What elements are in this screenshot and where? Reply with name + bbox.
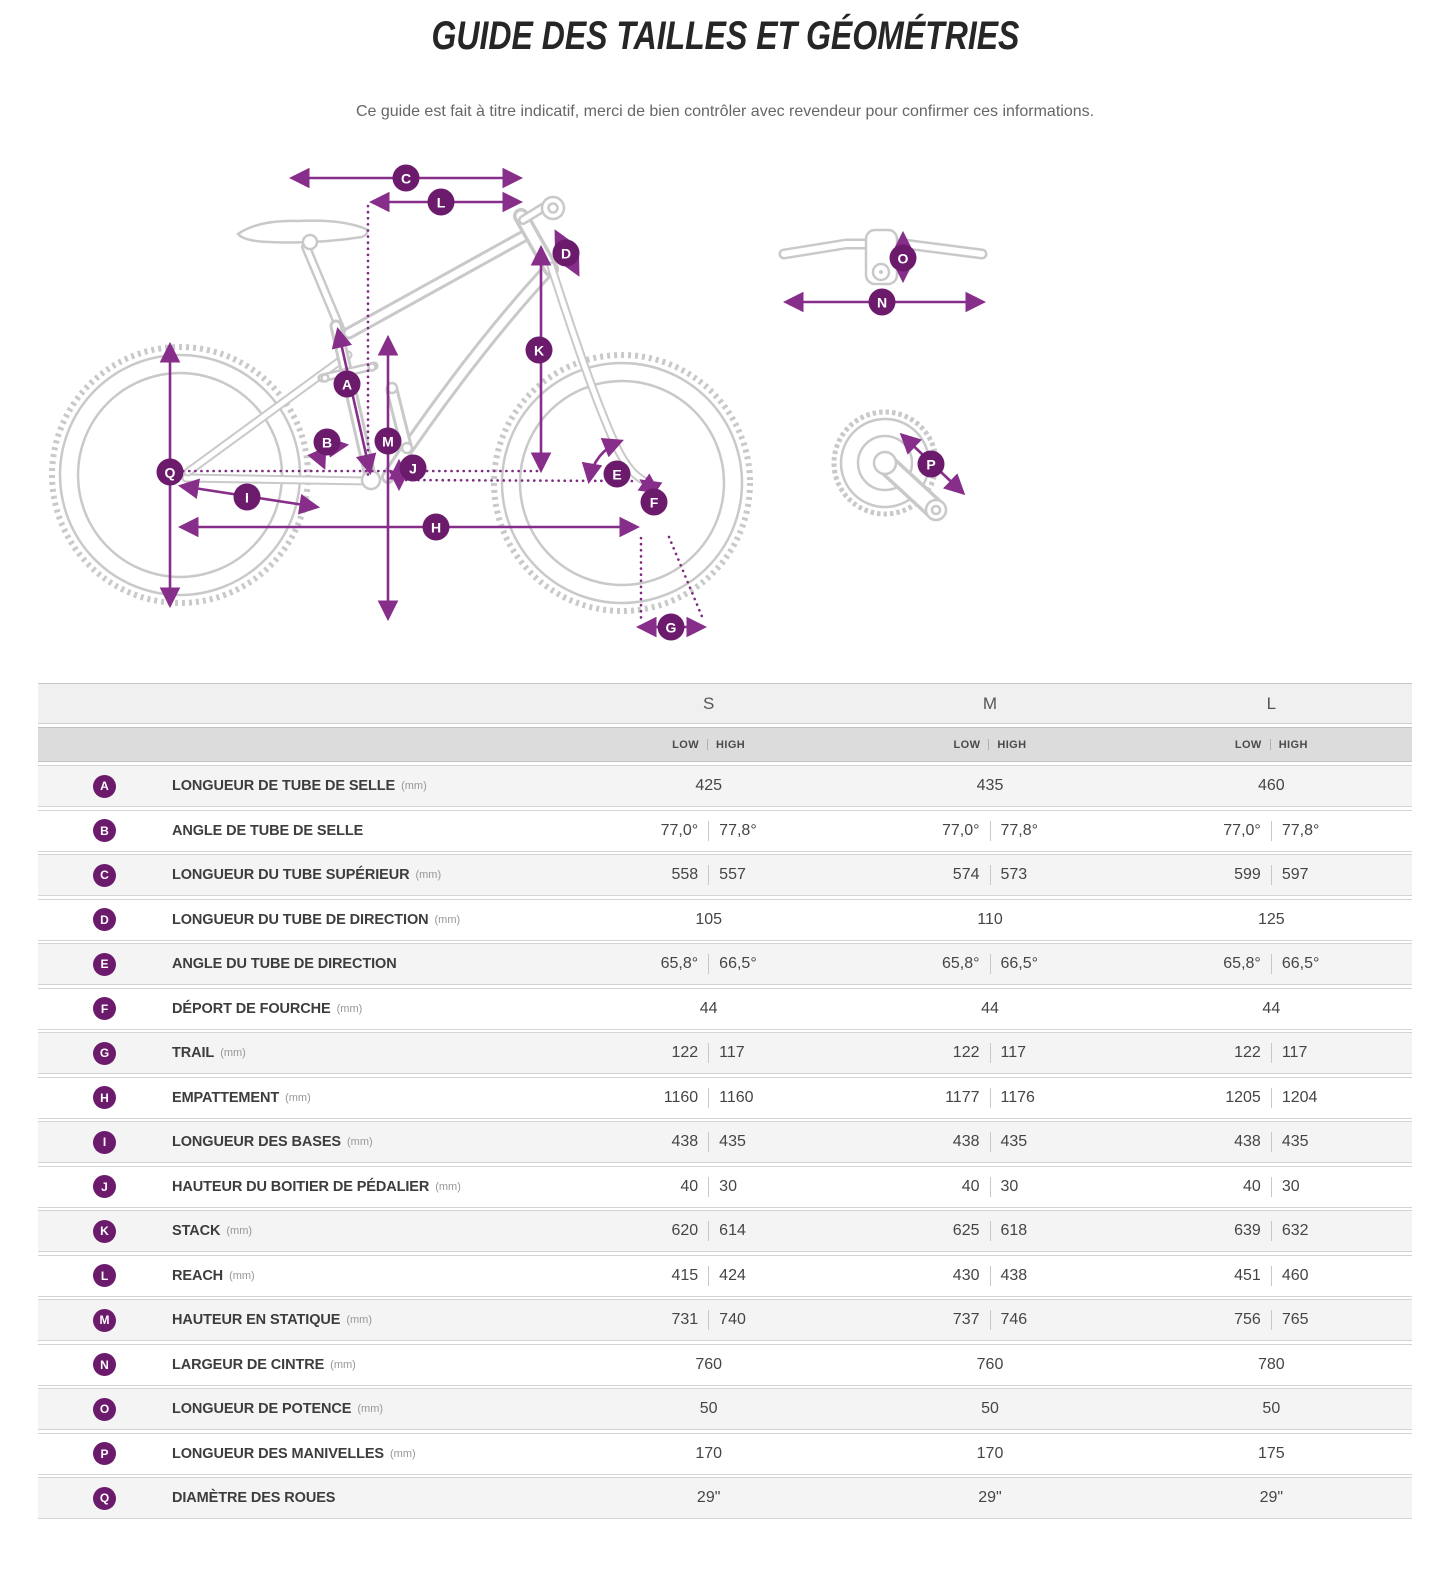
geometry-row-I: [38, 1121, 1412, 1163]
value-separator: [1271, 1132, 1272, 1152]
arrow-A-seat-tube: [338, 330, 370, 472]
diagram-badge-J: J: [400, 455, 427, 482]
row-label: HAUTEUR DU BOITIER DE PÉDALIER: [172, 1178, 430, 1195]
lowhigh-separator: [707, 739, 708, 750]
value-I-M: [849, 1122, 1130, 1162]
value-high: 1204: [1281, 1088, 1318, 1106]
lowhigh-header-spacer: [38, 728, 568, 761]
row-unit: (mm): [220, 1047, 246, 1059]
value-high: 66,5°: [1281, 955, 1320, 972]
value-E-S: [568, 944, 849, 984]
row-unit: (mm): [347, 1136, 373, 1148]
value-high: 1160: [719, 1088, 754, 1106]
value-N-M: [849, 1345, 1130, 1385]
value-separator: [1271, 1043, 1272, 1063]
value-separator: [990, 865, 991, 885]
value-L-L: [1131, 1256, 1412, 1296]
value-single: 435: [976, 777, 1004, 794]
value-separator: [990, 1088, 991, 1108]
geometry-row-C: [38, 854, 1412, 896]
value-K-M: [849, 1211, 1130, 1251]
value-O-M: [849, 1389, 1130, 1429]
value-separator: [708, 865, 709, 885]
value-P-M: [849, 1434, 1130, 1474]
value-N-L: [1131, 1345, 1412, 1385]
geometry-table: [38, 683, 1412, 1522]
row-label: LARGEUR DE CINTRE: [172, 1356, 325, 1373]
value-P-S: [568, 1434, 849, 1474]
bb-horizontal-reference: [400, 480, 634, 481]
diagram-badge-C: C: [393, 165, 420, 192]
value-low: 77,0°: [941, 821, 980, 839]
value-M-L: [1131, 1300, 1412, 1340]
value-F-S: [568, 989, 849, 1029]
geometry-row-H: [38, 1077, 1412, 1119]
value-O-L: [1131, 1389, 1412, 1429]
value-high: 77,8°: [1000, 821, 1039, 839]
row-unit: (mm): [434, 913, 461, 926]
value-high: 573: [1000, 866, 1028, 883]
value-single: 44: [699, 999, 718, 1017]
row-label-cell: [38, 989, 568, 1029]
row-badge-A: A: [93, 775, 116, 798]
value-separator: [1271, 1310, 1272, 1330]
value-single: 780: [1257, 1355, 1285, 1373]
value-single: 105: [695, 910, 723, 928]
value-single: 44: [981, 999, 999, 1017]
value-high: 614: [719, 1222, 746, 1239]
value-low: 40: [680, 1177, 699, 1195]
value-M-S: [568, 1300, 849, 1340]
value-A-M: [849, 766, 1130, 806]
value-D-S: [568, 900, 849, 940]
value-high: 117: [1281, 1044, 1308, 1061]
value-G-S: [568, 1033, 849, 1073]
row-label-cell: [38, 1300, 568, 1340]
page-title: [0, 14, 1450, 59]
value-single: 44: [1262, 999, 1281, 1017]
value-O-S: [568, 1389, 849, 1429]
geometry-row-O: [38, 1388, 1412, 1430]
row-label: REACH: [172, 1267, 224, 1284]
value-low: 574: [952, 866, 980, 883]
value-high: 30: [1281, 1177, 1300, 1195]
fork: [551, 266, 643, 480]
row-label-cell: [38, 1033, 568, 1073]
geometry-row-M: [38, 1299, 1412, 1341]
value-low: 438: [671, 1133, 699, 1150]
row-label: LONGUEUR DE TUBE DE SELLE: [172, 778, 396, 794]
value-high: 557: [719, 866, 746, 883]
row-label: LONGUEUR DU TUBE SUPÉRIEUR: [172, 867, 410, 883]
geometry-row-G: [38, 1032, 1412, 1074]
row-label-cell: [38, 1211, 568, 1251]
value-high: 765: [1281, 1311, 1309, 1328]
value-high: 597: [1281, 866, 1309, 883]
size-header-l: L: [1266, 693, 1277, 713]
diagram-badge-G: G: [658, 614, 685, 641]
row-unit: (mm): [390, 1447, 416, 1460]
value-separator: [708, 821, 709, 841]
value-B-M: [849, 811, 1130, 851]
value-D-L: [1131, 900, 1412, 940]
geometry-row-B: [38, 810, 1412, 852]
row-badge-L: L: [93, 1264, 116, 1287]
geometry-row-P: [38, 1433, 1412, 1475]
value-separator: [708, 1088, 709, 1108]
value-separator: [1271, 865, 1272, 885]
row-label-cell: [38, 811, 568, 851]
value-low: 731: [671, 1311, 699, 1328]
value-H-S: [568, 1078, 849, 1118]
size-header-spacer: [38, 684, 568, 723]
value-high: 30: [1000, 1177, 1019, 1195]
value-separator: [990, 821, 991, 841]
row-label: ANGLE DU TUBE DE DIRECTION: [172, 956, 397, 972]
low-label: LOW: [672, 738, 700, 751]
row-unit: (mm): [435, 1180, 461, 1193]
page-header: [0, 0, 1450, 121]
value-separator: [990, 1177, 991, 1197]
diagram-badge-B: B: [314, 429, 341, 456]
row-label-cell: [38, 1345, 568, 1385]
value-high: 435: [719, 1133, 746, 1150]
row-badge-M: M: [93, 1309, 116, 1332]
row-badge-H: H: [93, 1086, 116, 1109]
value-separator: [1271, 954, 1272, 974]
value-A-S: [568, 766, 849, 806]
value-N-S: [568, 1345, 849, 1385]
row-label: EMPATTEMENT: [172, 1089, 280, 1106]
geometry-row-J: [38, 1166, 1412, 1208]
row-unit: (mm): [357, 1403, 384, 1415]
high-label: HIGH: [1278, 738, 1308, 751]
row-label: LONGUEUR DES BASES: [172, 1134, 341, 1150]
value-separator: [708, 1221, 709, 1241]
value-single: 170: [695, 1444, 723, 1462]
value-L-M: [849, 1256, 1130, 1296]
row-label: LONGUEUR DU TUBE DE DIRECTION: [172, 911, 429, 928]
value-H-L: [1131, 1078, 1412, 1118]
value-high: 424: [719, 1266, 746, 1284]
value-single: 50: [699, 1400, 718, 1417]
page-title-text: GUIDE DES TAILLES ET GÉOMÉTRIES: [431, 14, 1019, 58]
value-separator: [708, 1266, 709, 1286]
value-C-M: [849, 855, 1130, 895]
value-high: 1176: [1000, 1088, 1035, 1106]
value-separator: [990, 1221, 991, 1241]
value-low: 620: [671, 1222, 699, 1239]
row-label-cell: [38, 1167, 568, 1207]
value-high: 77,8°: [719, 821, 757, 839]
value-J-M: [849, 1167, 1130, 1207]
value-low: 756: [1234, 1311, 1261, 1328]
value-low: 65,8°: [1223, 955, 1261, 972]
diagram-badge-D: D: [553, 240, 580, 267]
value-high: 117: [1000, 1044, 1027, 1061]
value-separator: [1271, 821, 1272, 841]
value-separator: [1271, 1266, 1272, 1286]
diagram-badge-M: M: [375, 428, 402, 455]
diagram-badge-N: N: [869, 289, 896, 316]
diagram-badge-K: K: [526, 337, 553, 364]
low-label: LOW: [953, 738, 981, 751]
value-low: 438: [952, 1133, 980, 1150]
value-high: 460: [1281, 1266, 1309, 1284]
value-C-S: [568, 855, 849, 895]
lowhigh-separator: [1270, 739, 1271, 750]
diagram-badge-L: L: [428, 189, 455, 216]
value-single: 460: [1257, 777, 1285, 794]
value-low: 1177: [945, 1088, 980, 1106]
value-high: 66,5°: [1000, 955, 1039, 972]
row-label-cell: [38, 1434, 568, 1474]
value-I-L: [1131, 1122, 1412, 1162]
value-low: 625: [952, 1222, 980, 1239]
low-label: LOW: [1234, 738, 1262, 751]
value-separator: [990, 1132, 991, 1152]
row-badge-E: E: [93, 953, 116, 976]
row-label-cell: [38, 1478, 568, 1518]
crank-axle: [874, 452, 896, 474]
row-unit: (mm): [330, 1358, 356, 1371]
value-high: 746: [1000, 1311, 1028, 1328]
pedal-boss: [926, 500, 946, 520]
diagram-badge-E: E: [604, 461, 631, 488]
value-low: 430: [952, 1266, 980, 1284]
lowhigh-separator: [988, 739, 989, 750]
row-badge-C: C: [93, 864, 116, 887]
value-B-S: [568, 811, 849, 851]
diagram-badge-A: A: [334, 371, 361, 398]
diagram-badge-P: P: [918, 451, 945, 478]
size-header-row: [38, 683, 1412, 724]
row-label-cell: [38, 766, 568, 806]
value-single: 760: [695, 1355, 723, 1373]
value-J-S: [568, 1167, 849, 1207]
value-low: 40: [1243, 1177, 1261, 1195]
row-label-cell: [38, 1078, 568, 1118]
high-label: HIGH: [716, 738, 746, 751]
value-low: 65,8°: [660, 955, 699, 972]
value-C-L: [1131, 855, 1412, 895]
value-low: 737: [952, 1311, 980, 1328]
value-single: 760: [976, 1355, 1004, 1373]
high-label: HIGH: [997, 738, 1027, 751]
value-high: 66,5°: [719, 955, 757, 972]
row-badge-G: G: [93, 1042, 116, 1065]
value-high: 435: [1281, 1133, 1309, 1150]
row-label-cell: [38, 1256, 568, 1296]
value-single: 29": [978, 1489, 1002, 1506]
saddle-clamp: [303, 235, 317, 249]
value-separator: [990, 1043, 991, 1063]
value-E-M: [849, 944, 1130, 984]
row-label: DÉPORT DE FOURCHE: [172, 1000, 331, 1017]
value-L-S: [568, 1256, 849, 1296]
row-badge-N: N: [93, 1353, 116, 1376]
value-low: 122: [952, 1044, 980, 1061]
geometry-diagram: [0, 150, 1450, 680]
value-low: 415: [671, 1266, 699, 1284]
value-single: 29": [696, 1489, 721, 1506]
value-separator: [708, 1043, 709, 1063]
value-low: 558: [671, 866, 699, 883]
row-unit: (mm): [285, 1091, 311, 1104]
row-label: DIAMÈTRE DES ROUES: [172, 1490, 336, 1506]
value-separator: [1271, 1221, 1272, 1241]
geometry-row-Q: [38, 1477, 1412, 1519]
row-label-cell: [38, 1389, 568, 1429]
value-low: 438: [1234, 1133, 1261, 1150]
row-label: LONGUEUR DES MANIVELLES: [172, 1445, 384, 1462]
value-K-L: [1131, 1211, 1412, 1251]
value-single: 50: [981, 1400, 999, 1417]
geometry-row-F: [38, 988, 1412, 1030]
row-label: HAUTEUR EN STATIQUE: [172, 1312, 341, 1328]
value-low: 122: [671, 1044, 699, 1061]
row-label-cell: [38, 900, 568, 940]
value-low: 1205: [1225, 1088, 1261, 1106]
diagram-badge-O: O: [890, 245, 917, 272]
value-single: 175: [1257, 1444, 1285, 1462]
row-unit: (mm): [401, 780, 427, 792]
geometry-row-K: [38, 1210, 1412, 1252]
value-high: 618: [1000, 1222, 1028, 1239]
row-unit: (mm): [336, 1002, 363, 1015]
value-low: 77,0°: [660, 821, 699, 839]
geometry-diagram-svg: [0, 150, 1450, 680]
geometry-row-N: [38, 1344, 1412, 1386]
row-label: TRAIL: [172, 1045, 215, 1061]
diagram-badge-I: I: [234, 484, 261, 511]
geometry-row-E: [38, 943, 1412, 985]
row-label-cell: [38, 855, 568, 895]
row-badge-P: P: [93, 1442, 116, 1465]
value-H-M: [849, 1078, 1130, 1118]
value-high: 740: [719, 1311, 746, 1328]
value-separator: [708, 1310, 709, 1330]
value-high: 438: [1000, 1266, 1028, 1284]
value-low: 77,0°: [1223, 821, 1261, 839]
row-badge-O: O: [93, 1398, 116, 1421]
row-unit: (mm): [226, 1225, 253, 1237]
row-badge-D: D: [93, 908, 116, 931]
geometry-row-L: [38, 1255, 1412, 1297]
value-single: 170: [976, 1444, 1004, 1462]
size-header-m: M: [982, 693, 998, 713]
value-Q-M: [849, 1478, 1130, 1518]
value-low: 451: [1234, 1266, 1261, 1284]
value-low: 599: [1234, 866, 1261, 883]
value-single: 125: [1257, 910, 1285, 928]
size-header-s: S: [702, 693, 715, 713]
value-E-L: [1131, 944, 1412, 984]
value-low: 639: [1234, 1222, 1261, 1239]
value-separator: [990, 1310, 991, 1330]
value-separator: [708, 1177, 709, 1197]
value-separator: [1271, 1088, 1272, 1108]
value-separator: [990, 954, 991, 974]
value-G-M: [849, 1033, 1130, 1073]
value-high: 632: [1281, 1222, 1309, 1239]
diagram-badge-H: H: [423, 514, 450, 541]
geometry-row-D: [38, 899, 1412, 941]
page-subtitle: Ce guide est fait à titre indicatif, merci de bien contrôler avec revendeur pour confirmer ces informations.: [355, 103, 1095, 120]
value-P-L: [1131, 1434, 1412, 1474]
row-unit: (mm): [346, 1314, 372, 1326]
diagram-badge-F: F: [641, 489, 668, 516]
row-label: ANGLE DE TUBE DE SELLE: [172, 822, 364, 839]
value-G-L: [1131, 1033, 1412, 1073]
value-low: 40: [961, 1177, 980, 1195]
value-single: 50: [1262, 1400, 1281, 1417]
row-label-cell: [38, 1122, 568, 1162]
value-high: 117: [719, 1044, 745, 1061]
value-I-S: [568, 1122, 849, 1162]
value-separator: [708, 954, 709, 974]
value-Q-S: [568, 1478, 849, 1518]
value-B-L: [1131, 811, 1412, 851]
value-F-L: [1131, 989, 1412, 1029]
row-badge-Q: Q: [93, 1487, 116, 1510]
lowhigh-header-row: [38, 727, 1412, 762]
value-K-S: [568, 1211, 849, 1251]
value-high: 30: [719, 1177, 737, 1195]
row-label-cell: [38, 944, 568, 984]
value-high: 435: [1000, 1133, 1028, 1150]
row-badge-B: B: [93, 819, 116, 842]
value-separator: [1271, 1177, 1272, 1197]
geometry-rows: [38, 765, 1412, 1519]
value-F-M: [849, 989, 1130, 1029]
bottom-bracket: [362, 471, 380, 489]
value-low: 122: [1234, 1044, 1261, 1061]
row-unit: (mm): [229, 1269, 255, 1282]
value-Q-L: [1131, 1478, 1412, 1518]
row-badge-K: K: [93, 1220, 116, 1243]
value-single: 425: [695, 777, 723, 794]
value-J-L: [1131, 1167, 1412, 1207]
row-badge-I: I: [93, 1131, 116, 1154]
value-low: 1160: [663, 1088, 699, 1106]
value-A-L: [1131, 766, 1412, 806]
row-badge-F: F: [93, 997, 116, 1020]
row-badge-J: J: [93, 1175, 116, 1198]
row-unit: (mm): [415, 869, 442, 881]
diagram-badge-Q: Q: [157, 459, 184, 486]
handlebar-top-view: [784, 230, 982, 284]
value-high: 77,8°: [1281, 821, 1320, 839]
row-label: LONGUEUR DE POTENCE: [172, 1401, 352, 1417]
geometry-row-A: [38, 765, 1412, 807]
row-label: STACK: [172, 1223, 221, 1239]
value-D-M: [849, 900, 1130, 940]
value-single: 110: [977, 910, 1003, 928]
value-separator: [708, 1132, 709, 1152]
value-single: 29": [1259, 1489, 1284, 1506]
value-low: 65,8°: [941, 955, 980, 972]
value-separator: [990, 1266, 991, 1286]
value-M-M: [849, 1300, 1130, 1340]
